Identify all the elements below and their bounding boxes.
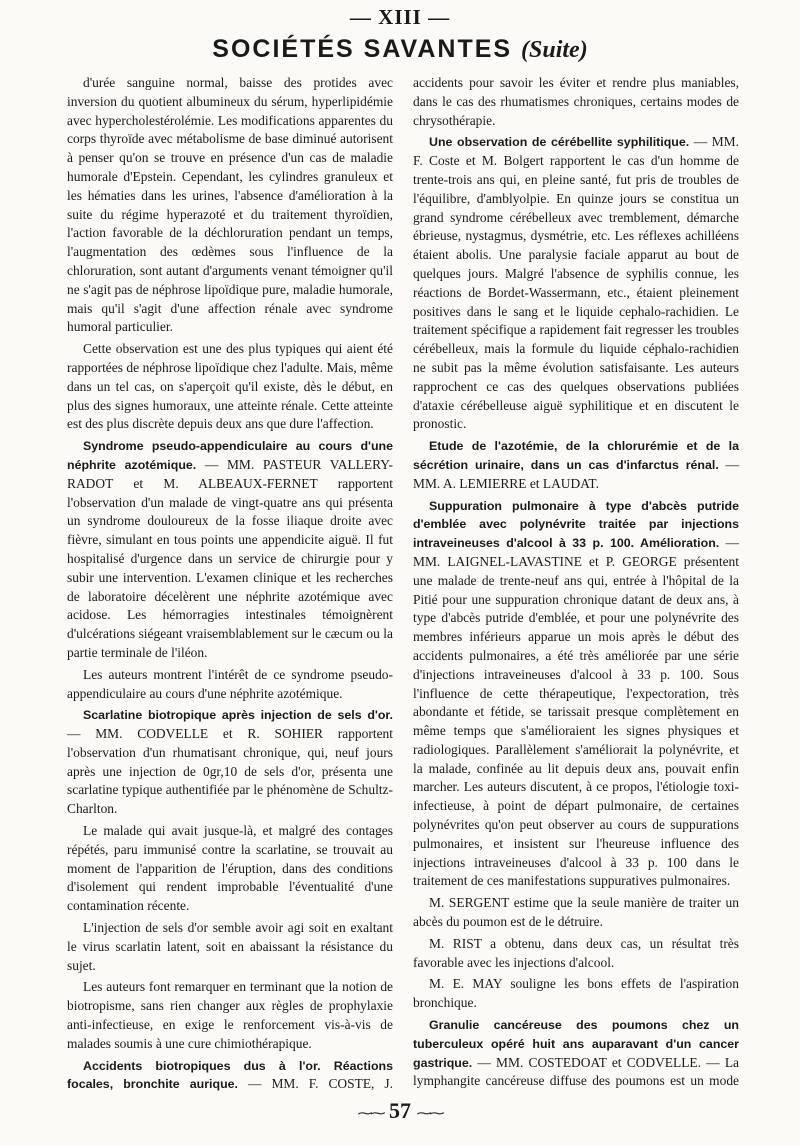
folio xyxy=(0,1096,800,1129)
communication-heading: Accidents biotropiques dus à l'or. Réactions focales, bronchite aurique. xyxy=(67,1058,393,1092)
paragraph-text: Cette observation est une des plus typiques qui aient été rapportées de néphrose lipoïdique chez l'adulte. Mais, même dans un tel cas, on s'aperçoit qu'il existe, dès le début, en plus des signes humoraux, une atteinte rénale. Cette atteinte est des plus discrète depuis deux ans que dure l'affection. xyxy=(67,341,393,432)
paragraph xyxy=(67,340,393,434)
left-column xyxy=(67,74,393,1094)
paragraph-text: M. RIST a obtenu, dans deux cas, un résultat très favorable avec les injections d'alcool. xyxy=(413,935,739,970)
paragraph xyxy=(67,706,393,819)
paragraph-text: Les auteurs font remarquer en terminant que la notion de biotropisme, sans rien changer aux règles de prophylaxie anti-infectieuse, en exige le renforcement vis-à-vis de malades soumis à une cure chimiothérapique. xyxy=(67,979,393,1051)
running-head xyxy=(0,34,800,65)
paragraph xyxy=(413,133,739,434)
paragraph-text: — MM. F. Coste et M. Bolgert rapportent le cas d'un homme de trente-trois ans qui, en pleine santé, fut pris de troubles de l'équilibre, d'amblyolpie. En quinze jours se constitua un grand syndrome cérébelleux avec tremblement, démarche ébrieuse, nystagmus, dysmétrie, etc. Les réflexes achilléens étaient abolis. Une paralysie faciale apparut au bout de quelques jours. Malgré l'absence de syphilis connue, les réactions de Bordet-Wassermann, etc., étaient pleinement positives dans le sang et le liquide cephalo-rachidien. Le traitement spécifique a rapidement fait regresser les troubles cérébelleux, mais la formule du liquide céphalo-rachidien ne subit pas la même évolution satisfaisante. Les auteurs rapprochent ce cas des quelques observations publiées d'ataxie cérébelleuse aiguë syphilitique et en discutent le pronostic. xyxy=(413,134,739,432)
communication-heading: Granulie cancéreuse des poumons chez un tuberculeux opéré huit ans auparavant d'un cancer gastrique. xyxy=(413,1018,739,1070)
paragraph xyxy=(413,437,739,493)
paragraph xyxy=(413,1016,739,1094)
paragraph-text: — MM. A. LEMIERRE et LAUDAT. xyxy=(413,456,739,491)
paragraph-text: d'urée sanguine normal, baisse des protides avec inversion du quotient albumineux du sérum, hyperlipidémie avec hypercholestérolémie. Les modifications apparentes du corps thyroïde avec métabolisme de base diminué autorisent à penser qu'on se trouve en présence d'un cas de maladie humorale d'Epstein. Cependant, les cylindres granuleux et les hématies dans les urines, l'absence d'amélioration à la suite du régime hyperazoté et du traitement thyroïdien, l'action favorable de la déchloruration pendant un temps, l'augmentation des œdèmes sous l'influence de la chloruration, sont autant d'arguments venant témoigner qu'il ne s'agit pas de néphrose lipoïdique pure, maladie humorale, mais qu'il s'agit d'une affection rénale avec syndrome humoral particulier. xyxy=(67,75,393,335)
paragraph-text: Le malade qui avait jusque-là, et malgré des contages répétés, paru immunisé contre la scarlatine, se trouvait au moment de l'apparition de l'éruption, dans des conditions d'isolement qui rendent improbable l'éventualité d'une contamination récente. xyxy=(67,823,393,914)
paragraph-text: M. SERGENT estime que la seule manière de traiter un abcès du poumon est de le détruire. xyxy=(413,895,739,930)
paragraph xyxy=(67,919,393,975)
left-ornament-icon: ⁓⁓ xyxy=(357,1106,384,1122)
folio-number: 57 xyxy=(389,1098,411,1123)
paragraph xyxy=(67,437,393,663)
section-title: SOCIÉTÉS SAVANTES xyxy=(212,35,513,63)
communication-heading: Syndrome pseudo-appendiculaire au cours d'une néphrite azotémique. xyxy=(67,439,393,472)
right-ornament-icon: ⁓⁓ xyxy=(416,1106,443,1122)
paragraph-text: — MM. PASTEUR VALLERY-RADOT et M. ALBEAUX-FERNET rapportent l'observation d'un malade de vingt-quatre ans qui présenta un syndrome douloureux de la fosse iliaque droite avec fièvre, simulant en tous points une appendicite aiguë. Il fut hospitalisé d'urgence dans un service de chirurgie pour y subir une intervention. L'examen clinique et les recherches de laboratoire décelèrent une néphrite azotémique avec acidose. Les hémorragies intestinales témoignèrent d'ulcérations siégeant vraisemblablement sur le cæcum ou la partie terminale de l'iléon. xyxy=(67,456,393,660)
paragraph-text: M. E. MAY souligne les bons effets de l'aspiration bronchique. xyxy=(413,976,739,1011)
paragraph xyxy=(67,1057,393,1094)
paragraph xyxy=(413,497,739,892)
paragraph-text: — MM. LAIGNEL-LAVASTINE et P. GEORGE présentent une malade de trente-neuf ans qui, entrée à l'hôpital de la Pitié pour une suppuration chronique datant de deux ans, à type d'abcès putride d'emblée, et pour une polynévrite des membres inférieurs apparue un mois après le début des accidents pulmonaires, a été très améliorée par une série d'injections intraveineuses d'alcool à 33 p. 100. Sous l'influence de cette thérapeutique, l'expectoration, très abondante et fétide, se tarissait presque complètement en même temps que s'amélioraient les signes physiques et radiologiques. Parallèlement s'améliorait la polynévrite, et la malade, confinée au lit depuis deux ans, pouvait enfin marcher. Les auteurs discutent, à ce propos, l'étiologie toxi-infectieuse, à point de départ pulmonaire, de certaines polynévrites qu'on peut observer au cours de suppurations pulmonaires, et insistent sur l'heureuse influence des injections intraveineuses d'alcool à 33 p. 100 dans le traitement de ces manifestations suppuratives pulmonaires. xyxy=(413,535,739,889)
paragraph xyxy=(67,822,393,916)
section-continued-label: (Suite) xyxy=(521,37,588,63)
paragraph xyxy=(67,978,393,1053)
paragraph xyxy=(413,894,739,932)
paragraph-text: — MM. F. COSTE, J. xyxy=(247,1076,393,1092)
paragraph xyxy=(67,666,393,704)
communication-heading: Etude de l'azotémie, de la chlorurémie et de la sécrétion urinaire, dans un cas d'infarctus rénal. xyxy=(413,439,739,472)
paragraph-text: — MM. CODVELLE et R. SOHIER rapportent l'observation d'un rhumatisant chronique, qui, neuf jours après une injection de 0gr,10 de sels d'or, présenta une scarlatine typique authentifiée par le phénomène de Schultz-Charlton. xyxy=(67,726,393,817)
right-column xyxy=(413,74,739,1094)
communication-heading: Suppuration pulmonaire à type d'abcès putride d'emblée avec polynévrite traitée par injections intraveineuses d'alcool à 33 p. 100. Amélioration. xyxy=(413,498,739,551)
communication-heading: Scarlatine biotropique après injection de sels d'or. xyxy=(83,708,393,723)
paragraph xyxy=(413,935,739,973)
paragraph-text: L'injection de sels d'or semble avoir agi soit en exaltant le virus scarlatin latent, soit en abaissant la résistance du sujet. xyxy=(67,920,393,973)
roman-page-number: — XIII — xyxy=(349,5,451,29)
paragraph-text: Les auteurs montrent l'intérêt de ce syndrome pseudo-appendiculaire au cours d'une néphrite azotémique. xyxy=(67,666,393,701)
paragraph-text: accidents pour savoir les éviter et rendre plus maniables, dans le cas des rhumatismes chroniques, certains modes de chrysothérapie. xyxy=(413,75,739,128)
paragraph-text: — MM. COSTEDOAT et CODVELLE. — La lymphangite cancéreuse diffuse des poumons est un mode xyxy=(413,1054,739,1089)
paragraph xyxy=(413,74,739,130)
paragraph xyxy=(413,975,739,1013)
communication-heading: Une observation de cérébellite syphilitique. xyxy=(429,135,690,150)
paragraph xyxy=(67,74,393,337)
